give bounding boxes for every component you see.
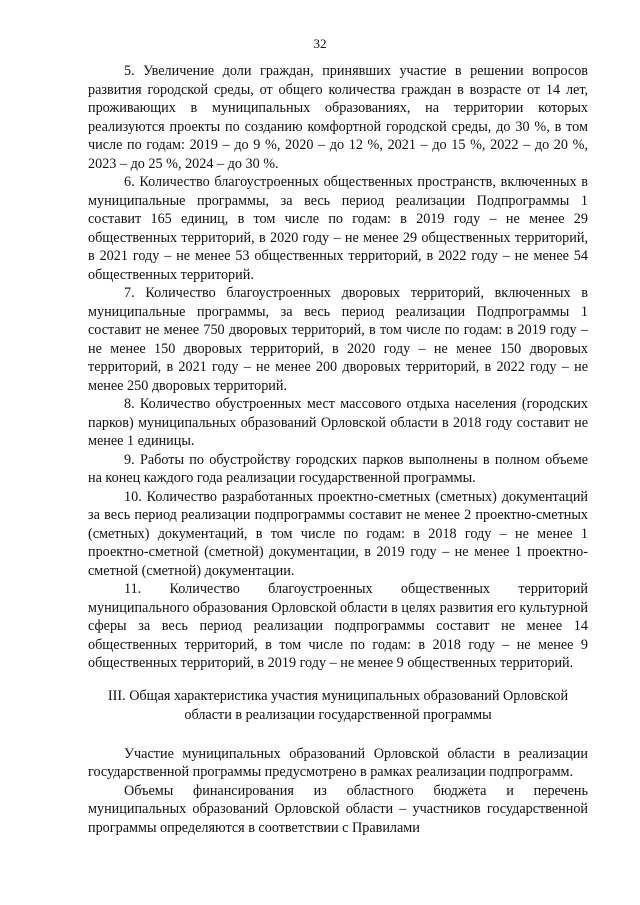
paragraph-item-6: 6. Количество благоустроенных общественных пространств, включенных в муниципальные программы, за весь период реализации Подпрограммы 1 составит 165 единиц, в том числе по годам: в 2019 году – не менее 29 общественных территорий, в 2020 году – не менее 29 общественных территорий, в 2021 году – не менее 53 общественных территорий, в 2022 году – не менее 54 общественных территорий.: [88, 174, 588, 283]
paragraph-financing: Объемы финансирования из областного бюджета и перечень муниципальных образований Орловской области – участников государственной программы определяются в соответствии с Правилами: [88, 782, 588, 836]
paragraph-item-7: 7. Количество благоустроенных дворовых территорий, включенных в муниципальные программы, за весь период реализации Подпрограммы 1 составит не менее 750 дворовых территорий, в том числе по годам: в 2019 году – не менее 150 дворовых территорий, в 2020 году – не менее 150 дворовых территорий, в 2021 году – не менее 200 дворовых территорий, в 2022 году – не менее 250 дворовых территорий.: [88, 285, 588, 394]
paragraph-item-11: 11. Количество благоустроенных общественных территорий муниципального образования Орловской области в целях развития его культурной сферы за весь период реализации подпрограммы составит не менее 14 общественных территорий, в том числе по годам: в 2018 году – не менее 9 общественных территорий, в 2019 году – не менее 9 общественных территорий.: [88, 581, 588, 671]
paragraph-item-8: 8. Количество обустроенных мест массового отдыха населения (городских парков) муниципальных образований Орловской области в 2018 году составит не менее 1 единицы.: [88, 396, 588, 449]
section-heading: III. Общая характеристика участия муниципальных образований Орловской области в реализации государственной программы: [107, 687, 569, 723]
page-number: 32: [313, 36, 327, 51]
paragraph-item-9: 9. Работы по обустройству городских парков выполнены в полном объеме на конец каждого года реализации государственной программы.: [88, 451, 588, 486]
document-body: [88, 62, 588, 837]
paragraph-item-5: 5. Увеличение доли граждан, принявших участие в решении вопросов развития городской среды, от общего количества граждан в возрасте от 14 лет, проживающих в муниципальных образованиях, на территории которых реализуются проекты по созданию комфортной городской среды, до 30 %, в том числе по годам: 2019 – до 9 %, 2020 – до 12 %, 2021 – до 15 %, 2022 – до 20 %, 2023 – до 25 %, 2024 – до 30 %.: [88, 63, 588, 172]
paragraph-participation: Участие муниципальных образований Орловской области в реализации государственной программы предусмотрено в рамках реализации подпрограмм.: [88, 745, 588, 780]
paragraph-item-10: 10. Количество разработанных проектно-сметных (сметных) документаций за весь период реализации подпрограммы составит не менее 2 проектно-сметных (сметных) документаций, в том числе по годам: в 2018 году – не менее 1 проектно-сметной (сметной) документации, в 2019 году – не менее 1 проектно-сметной (сметной) документации.: [88, 488, 588, 579]
